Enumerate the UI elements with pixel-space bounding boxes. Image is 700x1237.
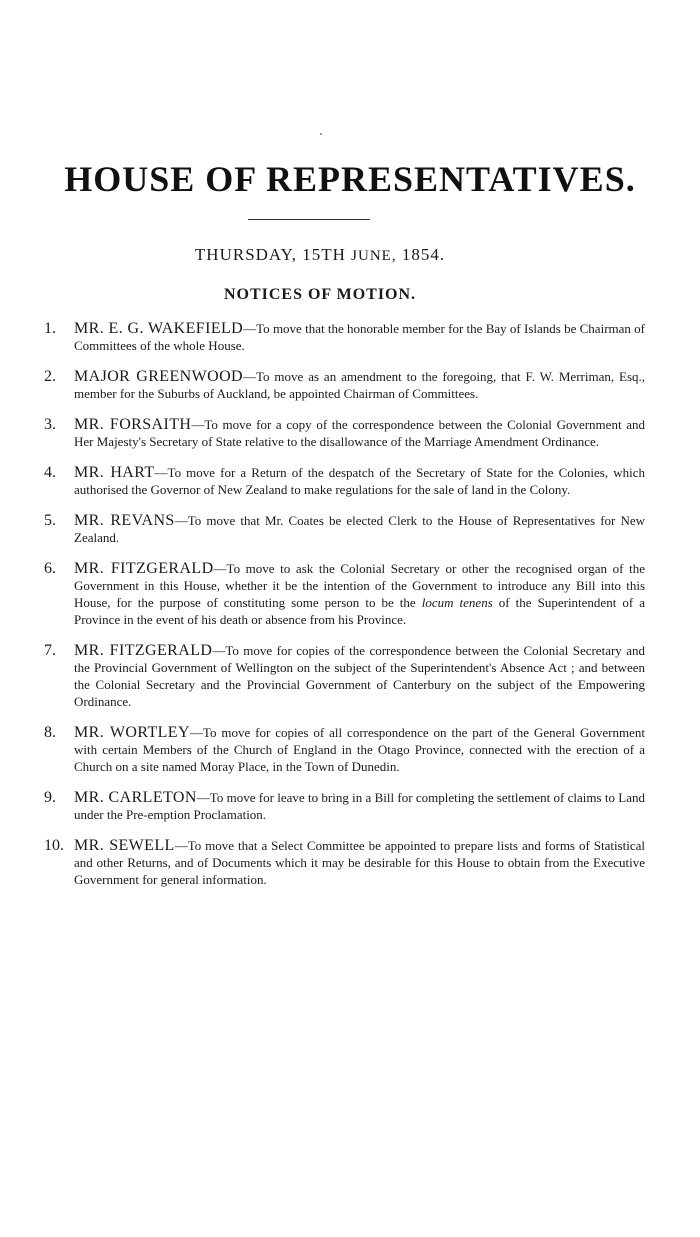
motion-mover: MR. FORSAITH — [74, 416, 192, 433]
motion-number: 6. — [44, 560, 56, 577]
motion-mover: MAJOR GREENWOOD — [74, 368, 243, 385]
motion-text: —To move for a Return of the despatch of the Secretary of State for the Colonies, which authorised the Governor of New Zealand to make regulations for the sale of land in the Colony. — [74, 465, 645, 497]
motion-text: —To move for copies of the correspondence between the Colonial Secretary and the Provincial Government of Wellington on the subject of the Superintendent's Absence Act ; and between the Colonial Secretary and the Provincial Government of Canterbury on the subject of the Empowering Ordinance. — [74, 643, 645, 709]
motion-number: 9. — [44, 789, 56, 806]
motion-item — [44, 789, 645, 823]
sitting-date — [0, 245, 640, 265]
motion-item — [44, 368, 646, 402]
motion-number: 8. — [44, 724, 56, 741]
motion-text: —To move for copies of all correspondence on the part of the General Government with certain Members of the Church of England in the Otago Province, connected with the erection of a Church on a site named Moray Place, in the Town of Dunedin. — [74, 725, 645, 774]
motion-mover: MR. CARLETON — [74, 789, 197, 806]
motion-text: —To move that the honorable member for the Bay of Islands be Chairman of Committees of the whole House. — [74, 321, 645, 353]
motion-item — [44, 837, 645, 888]
motion-number: 4. — [44, 464, 56, 481]
section-heading: NOTICES OF MOTION. — [223, 286, 417, 303]
title-divider — [248, 219, 370, 220]
motion-text-italic: locum tenens — [421, 595, 493, 610]
document-title: HOUSE OF REPRESENTATIVES. — [64, 159, 636, 199]
motion-item — [44, 642, 645, 710]
motion-text: —To move that a Select Committee be appointed to prepare lists and forms of Statistical and other Returns, and of Documents which it may be desirable for this House to obtain from the Executive Government for general information. — [74, 838, 645, 887]
motion-item — [44, 724, 645, 775]
motion-number: 3. — [44, 416, 56, 433]
motion-item — [44, 560, 646, 628]
motion-mover: MR. REVANS — [74, 512, 175, 529]
motion-number: 1. — [44, 320, 56, 337]
date-year: 1854. — [401, 245, 446, 264]
motion-number: 7. — [44, 642, 56, 659]
motion-item — [44, 320, 645, 354]
motion-mover: MR. FITZGERALD — [74, 642, 213, 659]
motion-text: —To move to ask the Colonial Secretary or other the recognised organ of the Government in this House, whether it be the intention of the Government to introduce any Bill into this House, for the purpose of constituting some person to be the — [74, 561, 645, 610]
motion-mover: MR. E. G. WAKEFIELD — [74, 320, 244, 337]
motion-item — [44, 464, 645, 498]
motion-number: 10. — [44, 837, 64, 854]
motion-text: —To move that Mr. Coates be elected Clerk to the House of Representatives for New Zealand. — [74, 513, 646, 545]
motion-number: 2. — [44, 368, 56, 385]
motion-mover: MR. FITZGERALD — [74, 560, 214, 577]
date-weekday: THURSDAY, — [194, 245, 297, 264]
motion-mover: MR. HART — [74, 464, 155, 481]
motion-text: —To move for leave to bring in a Bill for completing the settlement of claims to Land under the Pre-emption Proclamation. — [74, 790, 645, 822]
motion-text: —To move as an amendment to the foregoing, that F. W. Merriman, Esq., member for the Suburbs of Auckland, be appointed Chairman of Committees. — [74, 369, 646, 401]
motion-mover: MR. SEWELL — [74, 837, 175, 854]
motion-item — [44, 416, 645, 450]
motion-mover: MR. WORTLEY — [74, 724, 190, 741]
date-day: 15TH — [302, 245, 346, 264]
motion-item — [44, 512, 646, 546]
print-speck — [320, 133, 322, 135]
motion-text-continued: of the Superintendent of a Province in the event of his death or absence from his Province. — [74, 595, 646, 627]
date-month: JUNE, — [351, 248, 397, 264]
motions-list — [44, 320, 646, 902]
motion-text: —To move for a copy of the correspondence between the Colonial Government and Her Majesty's Secretary of State relative to the disallowance of the Marriage Amendment Ordinance. — [74, 417, 645, 449]
motion-number: 5. — [44, 512, 56, 529]
